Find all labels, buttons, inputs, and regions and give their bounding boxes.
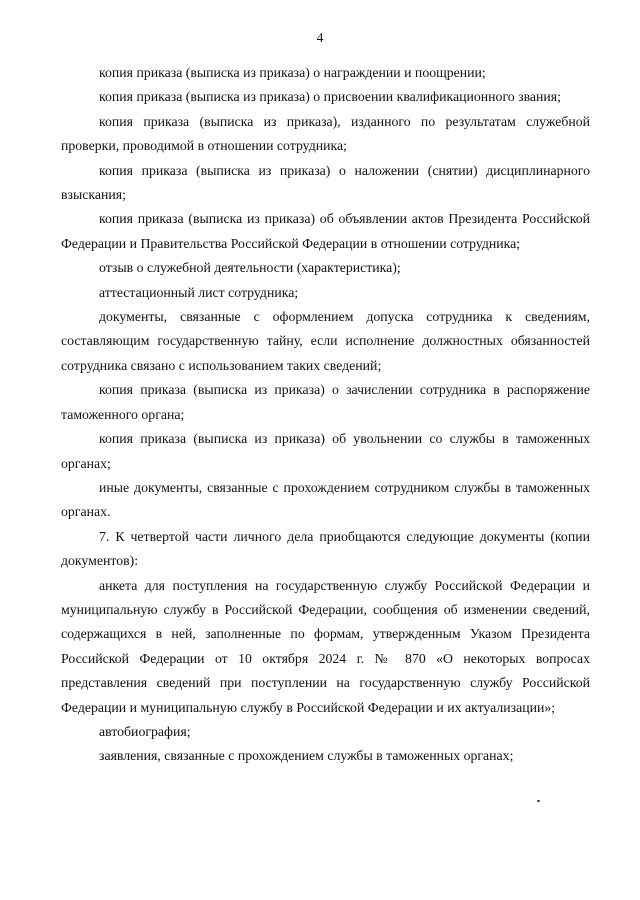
paragraph-service-review: отзыв о служебной деятельности (характеристика); (99, 260, 401, 276)
paragraph-rank-order: копия приказа (выписка из приказа) о присвоении квалификационного звания; (99, 89, 561, 105)
paragraph-enrollment-order: копия приказа (выписка из приказа) о зачислении сотрудника в распоряжение таможенного органа; (61, 382, 590, 422)
paragraph-questionnaire: анкета для поступления на государственную службу Российской Федерации и муниципальную службу в Российской Федерации, сообщения об изменении сведений, содержащихся в ней, заполненные по формам, утвержденным Указом Президента Российской Федерации от 10 октября 2024 г. № 870 «О некоторых вопросах представления сведений при поступлении на государственную службу Российской Федерации и муниципальную службу в Российской Федерации и их актуализации»; (61, 577, 590, 715)
paragraph-other-documents: иные документы, связанные с прохождением сотрудником службы в таможенных органах. (61, 479, 590, 520)
paragraph-service-applications: заявления, связанные с прохождением службы в таможенных органах; (99, 748, 514, 764)
paragraph-dismissal-order: копия приказа (выписка из приказа) об увольнении со службы в таможенных органах; (61, 431, 590, 471)
paragraph-disciplinary-order: копия приказа (выписка из приказа) о наложении (снятии) дисциплинарного взыскания; (61, 162, 590, 203)
paragraph-president-acts-order: копия приказа (выписка из приказа) об объявлении актов Президента Российской Федерации и Правительства Российской Федерации в отношении сотрудника; (61, 211, 590, 251)
document-body (61, 61, 590, 769)
paragraph-attestation-sheet: аттестационный лист сотрудника; (99, 284, 299, 300)
paragraph-secrecy-access: документы, связанные с оформлением допуска сотрудника к сведениям, составляющим государственную тайну, если исполнение должностных обязанностей сотрудника связано с использованием таких сведений; (61, 309, 590, 373)
paragraph-inspection-order: копия приказа (выписка из приказа), изданного по результатам служебной проверки, проводимой в отношении сотрудника; (61, 113, 590, 154)
page-number: 4 (316, 30, 324, 45)
paragraph-section-7: 7. К четвертой части личного дела приобщаются следующие документы (копии документов): (61, 528, 590, 569)
scan-speck (537, 800, 540, 802)
paragraph-award-order: копия приказа (выписка из приказа) о награждении и поощрении; (99, 65, 486, 80)
paragraph-autobiography: автобиография; (99, 723, 191, 739)
